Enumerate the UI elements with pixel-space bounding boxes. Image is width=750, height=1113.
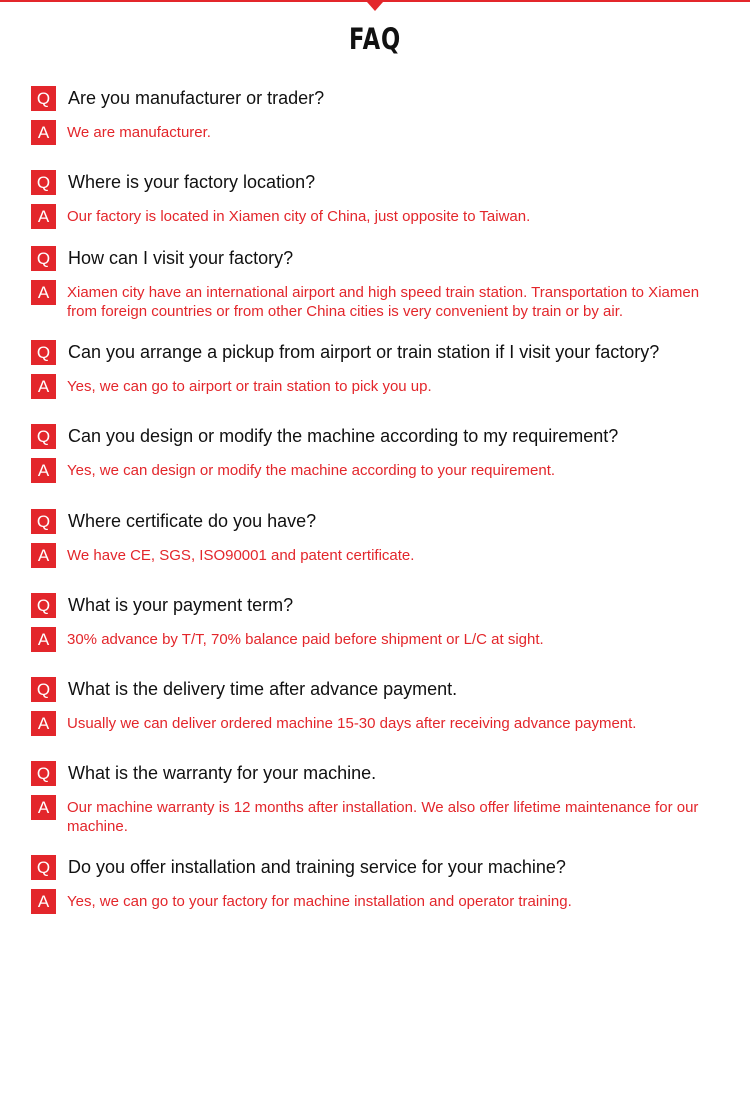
question-badge: Q (31, 424, 56, 449)
page-title: FAQ (349, 22, 401, 56)
answer-badge: A (31, 374, 56, 399)
faq-item (31, 86, 731, 145)
faq-item (31, 246, 731, 321)
answer-badge: A (31, 458, 56, 483)
answer-badge: A (31, 889, 56, 914)
faq-item (31, 424, 731, 483)
question-text: Can you design or modify the machine according to my requirement? (68, 426, 619, 446)
answer-text: Xiamen city have an international airport and high speed train station. Transportation to Xiamen from foreign countries or from other China cities is very convenient by train or by air. (67, 284, 700, 320)
question-text: Do you offer installation and training service for your machine? (68, 857, 566, 877)
answer-badge: A (31, 627, 56, 652)
answer-text: Yes, we can go to airport or train station to pick you up. (67, 378, 432, 395)
question-text: Can you arrange a pickup from airport or train station if I visit your factory? (68, 342, 660, 362)
question-badge: Q (31, 86, 56, 111)
question-badge: Q (31, 509, 56, 534)
faq-item (31, 593, 731, 652)
answer-text: Our machine warranty is 12 months after installation. We also offer lifetime maintenance for our machine. (67, 799, 699, 835)
answer-badge: A (31, 204, 56, 229)
question-text: Where certificate do you have? (68, 511, 317, 531)
answer-text: Our factory is located in Xiamen city of China, just opposite to Taiwan. (67, 208, 531, 225)
answer-text: We are manufacturer. (67, 124, 211, 141)
question-badge: Q (31, 593, 56, 618)
faq-list (31, 86, 731, 914)
answer-text: 30% advance by T/T, 70% balance paid before shipment or L/C at sight. (67, 631, 544, 648)
answer-badge: A (31, 120, 56, 145)
faq-item (31, 509, 731, 568)
answer-badge: A (31, 711, 56, 736)
answer-text: Usually we can deliver ordered machine 15-30 days after receiving advance payment. (67, 715, 637, 732)
answer-text: We have CE, SGS, ISO90001 and patent certificate. (67, 547, 415, 564)
question-badge: Q (31, 677, 56, 702)
faq-item (31, 170, 731, 229)
question-badge: Q (31, 246, 56, 271)
answer-text: Yes, we can design or modify the machine according to your requirement. (67, 462, 556, 479)
question-badge: Q (31, 761, 56, 786)
faq-item (31, 340, 731, 399)
faq-item (31, 855, 731, 914)
top-divider-notch (367, 2, 383, 11)
question-badge: Q (31, 340, 56, 365)
answer-badge: A (31, 543, 56, 568)
question-text: Where is your factory location? (68, 172, 316, 192)
question-text: How can I visit your factory? (68, 248, 294, 268)
answer-badge: A (31, 280, 56, 305)
faq-item (31, 761, 731, 836)
faq-item (31, 677, 731, 736)
question-badge: Q (31, 170, 56, 195)
question-text: What is your payment term? (68, 595, 294, 615)
question-text: Are you manufacturer or trader? (68, 88, 325, 108)
answer-text: Yes, we can go to your factory for machine installation and operator training. (67, 893, 572, 910)
answer-badge: A (31, 795, 56, 820)
question-text: What is the delivery time after advance payment. (68, 679, 458, 699)
question-badge: Q (31, 855, 56, 880)
question-text: What is the warranty for your machine. (68, 763, 377, 783)
